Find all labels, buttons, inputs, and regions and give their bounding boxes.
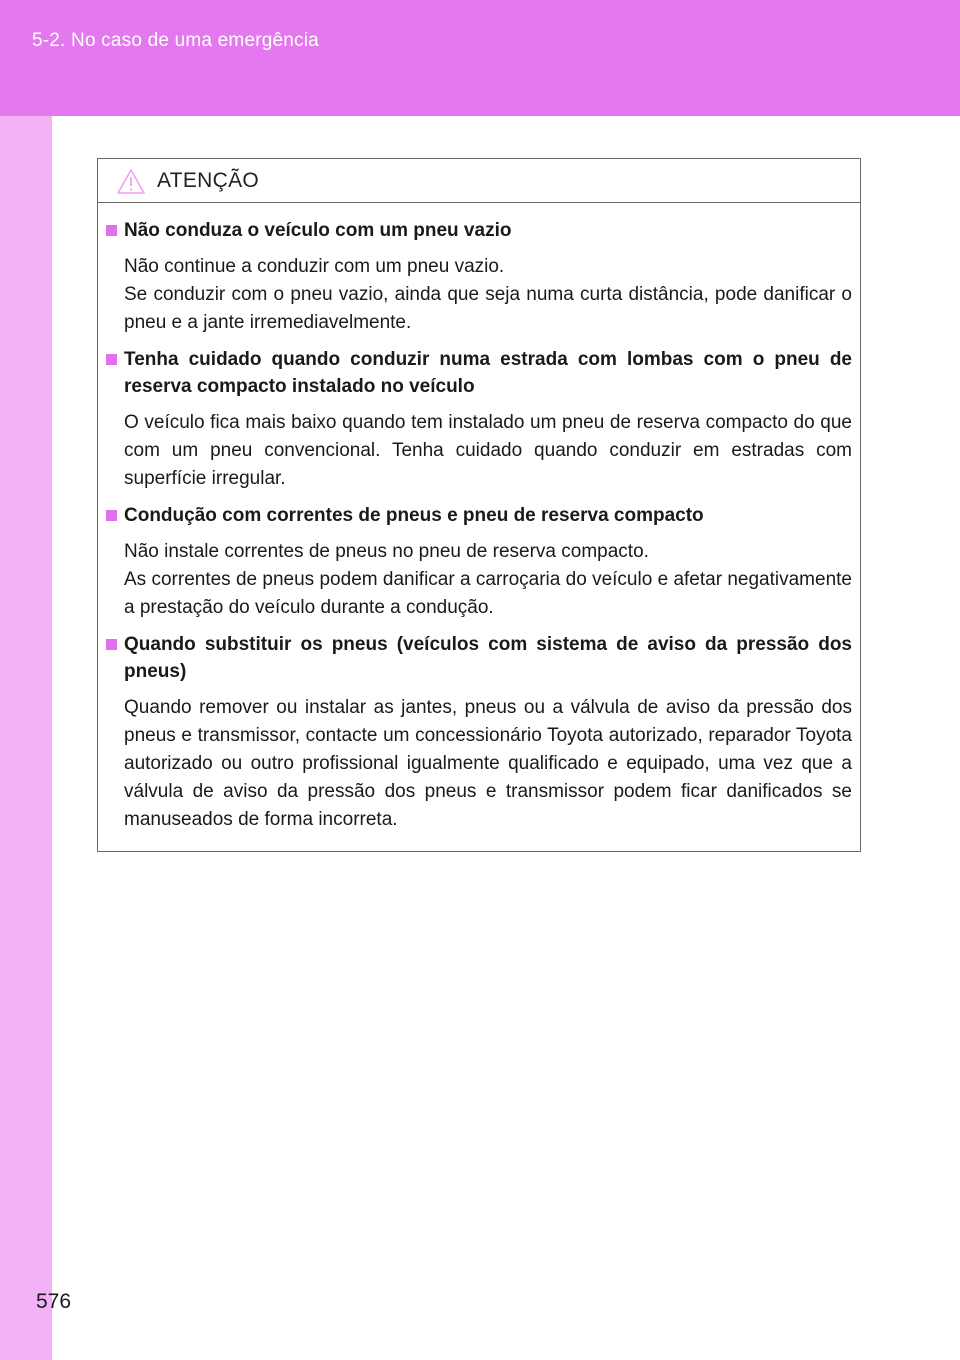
square-bullet-icon <box>106 354 117 365</box>
section-title: 5-2. No caso de uma emergência <box>32 30 319 51</box>
warning-box <box>97 158 861 852</box>
item-title: Quando substituir os pneus (veículos com sistema de aviso da pressão dos pneus) <box>124 634 852 682</box>
item-paragraph: Quando remover ou instalar as jantes, pneus ou a válvula de aviso da pressão dos pneus e transmissor, contacte um concessionário Toyota autorizado, reparador Toyota autorizado ou outro profissional igualmente qualificado e equipado, uma vez que a válvula de aviso da pressão dos pneus e transmissor podem ficar danificados se manuseados de forma incorreta. <box>124 697 852 830</box>
warning-item <box>106 346 852 493</box>
square-bullet-icon <box>106 510 117 521</box>
square-bullet-icon <box>106 639 117 650</box>
square-bullet-icon <box>106 225 117 236</box>
item-body <box>124 538 852 622</box>
item-heading <box>106 631 852 685</box>
page-number: 576 <box>36 1290 72 1313</box>
item-title: Não conduza o veículo com um pneu vazio <box>124 220 512 241</box>
item-paragraph: Se conduzir com o pneu vazio, ainda que seja numa curta distância, pode danificar o pneu e a jante irremediavelmente. <box>124 284 852 333</box>
header-band <box>0 0 960 116</box>
warning-item <box>106 502 852 622</box>
item-heading <box>106 346 852 400</box>
warning-item <box>106 217 852 337</box>
warning-title: ATENÇÃO <box>157 169 260 192</box>
warning-body <box>98 203 860 834</box>
item-body <box>124 694 852 834</box>
item-paragraph: O veículo fica mais baixo quando tem instalado um pneu de reserva compacto do que com um pneu convencional. Tenha cuidado quando conduzir em estradas com superfície irregular. <box>124 412 852 489</box>
item-paragraph: As correntes de pneus podem danificar a carroçaria do veículo e afetar negativamente a prestação do veículo durante a condução. <box>124 569 852 618</box>
item-paragraph: Não continue a conduzir com um pneu vazio. <box>124 256 505 277</box>
item-body <box>124 409 852 493</box>
item-title: Condução com correntes de pneus e pneu de reserva compacto <box>124 505 704 526</box>
side-strip <box>0 116 52 1360</box>
warning-header <box>98 159 860 203</box>
item-paragraph: Não instale correntes de pneus no pneu de reserva compacto. <box>124 541 649 562</box>
warning-item <box>106 631 852 834</box>
warning-triangle-icon <box>116 168 146 195</box>
item-heading <box>106 502 852 529</box>
item-heading <box>106 217 852 244</box>
item-body <box>124 253 852 337</box>
item-title: Tenha cuidado quando conduzir numa estrada com lombas com o pneu de reserva compacto instalado no veículo <box>124 349 852 397</box>
